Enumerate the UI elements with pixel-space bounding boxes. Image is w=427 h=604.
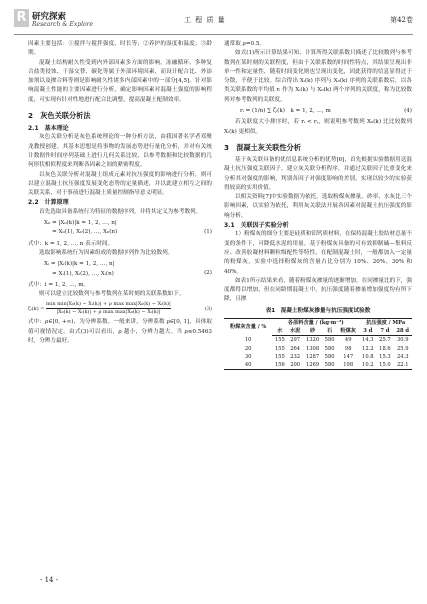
- paragraph: 1）粉煤灰的细分主要是硅质和铝钙质材料，在保持混凝土胶结材总量不变的条件下，可降低水泥的用量。基于粉煤灰具备的可有效抑制碱—集料反应、改善胶凝材料颗粒级配性等特性，在配制混凝土时，一般都加入一定量的粉煤灰，实验中选择粉煤灰的含量占比分别为 10%、20%、30% 和 40%。: [224, 231, 412, 275]
- equation-line: Xᵢ = |Xᵢ(k)|k = 1, 2, …, n|: [44, 261, 115, 268]
- table-cell: 200: [287, 361, 303, 370]
- table-cell: 12.2: [362, 345, 374, 352]
- table-cell: 49: [344, 337, 352, 344]
- table-header: 各原料含量 / (kg·m⁻³): [272, 319, 359, 328]
- section-title: 工 程 质 量: [184, 16, 226, 24]
- table-cell: 155: [274, 337, 285, 344]
- equation-numerator: min min|X₀(k) − Xᵢ(k)| + ρ max max|X₀(k) − Xᵢ(k)|: [46, 301, 171, 308]
- paragraph: 因素主要包括：①搅拌与搅拌强度、时长等；②养护的湿度和温度；③龄期。: [28, 41, 212, 57]
- paragraph: 首先选取具备系统行为特征的数据序列，并将其定义为参考数列。: [39, 208, 202, 215]
- table-cell: 30: [244, 353, 252, 360]
- volume-label: 第42卷: [390, 16, 413, 24]
- table-cell: 1287: [305, 353, 320, 360]
- equation-line: = X₀(1), X₀(2), …, X₀(n): [52, 229, 118, 236]
- table-cell: 10.2: [359, 361, 376, 370]
- paragraph: 通常取 ρ=0.5。: [224, 41, 266, 47]
- journal-name-en: Research & Explore: [32, 21, 94, 28]
- section-heading: 2 灰色关联分析法: [28, 111, 91, 121]
- paragraph: 则可以建立比较数列与参考数列在某时刻的关联系数如下。: [39, 291, 185, 298]
- section-heading: 3 混凝土灰关联性分析: [224, 142, 301, 152]
- subsection-heading: 2.2 计算原理: [28, 199, 69, 207]
- table-row: [224, 361, 412, 370]
- table-cell: 580: [324, 345, 335, 352]
- data-table: [224, 307, 412, 371]
- table-subheader: 28 d: [393, 327, 412, 336]
- table-cell: 20: [244, 345, 252, 352]
- table-subheader: 7 d: [376, 327, 393, 336]
- paragraph: 若关联度大小排序时，若 rᵢ < rⱼ，则说明参考数列 X₀(k) 比比较数列 Xᵢ(k) 更相似。: [224, 119, 412, 135]
- subsection-heading: 2.1 基本理论: [28, 125, 69, 133]
- table-cell: 155: [274, 353, 285, 360]
- paragraph: 以灰色关联分析对混凝土组成元素对抗压强度的影响进行分析，则可以建立混凝土抗压强度发展变化态势的定量描述，并以此建立相互之间的关联关系，对于事前进行混凝土质量控制指导意义明显。: [28, 171, 212, 197]
- table-cell: 30.9: [396, 337, 409, 344]
- equation-2: [28, 260, 212, 279]
- table-cell: 297: [290, 337, 301, 344]
- page-header: [14, 8, 413, 35]
- table-cell: 198: [337, 361, 359, 370]
- paragraph: 基于灰关联具备的优信息系统分析的优势[6]，首先根据实验数据用送混凝土抗压强度关联因子，建立灰关联分析程序，并通过关联因子比重变化来分析其对强度的影响，判别各因子对强度影响的差别，实现以较少的实验获得较高的实用价值。: [224, 156, 412, 191]
- table-cell: 1308: [305, 345, 320, 352]
- paragraph: 如式(1)所示计算结果可知，计算所得关联系数只描述了比较数列与参考数列在某时刻的关联程度，但由于关联系数的时间性特点，其结果呈现出非单一性和定量性，随着时间变化则也呈现出变化，因此获得的信息显得过于分散，不便于比较。综合得出 Xᵢ(k) 序列与 X₀(k) 序列的关联系数后，以各类关联系数的平均值 rᵢ 作为 Xᵢ(k) 与 X₀(k) 两个序列的关联度，称为比较数列对参考数列的关联度。: [224, 50, 412, 103]
- paragraph: 混凝土结构耐久性受到内外部因素多方面的影响。冻融循环、多种复合盐类侵蚀、干湿交替、碳化等属于外部环境因素，而设计配合比、外添加剂以及掺合料等则是影响耐久性诸多内部因素中的一部分[4,5]。针对影响混凝土性能的主要因素进行分析，确定影响因素对混凝土强度的影响程度，可实现有针对性地进行配合比调整，提高混凝土配制效率。: [28, 59, 212, 103]
- equation-denominator: |X₀(k) − Xᵢ(k)| + ρ max max|X₀(k) − Xᵢ(k)|: [56, 309, 161, 316]
- paragraph: 式中：k = 1, 2, …, n 表示时间。: [28, 240, 114, 247]
- table-cell: 15.0: [376, 361, 393, 370]
- table-header: 抗压强度 / MPa: [359, 319, 412, 328]
- table-cell: 14.3: [362, 337, 374, 344]
- paragraph: 式中：i = 1, 2, …, m。: [28, 281, 90, 288]
- table-row: [224, 345, 412, 353]
- table-subheader: 砂: [303, 327, 322, 336]
- table-cell: 580: [324, 337, 335, 344]
- table-header: 粉煤灰含量 / %: [224, 319, 272, 336]
- table-row: [224, 353, 412, 361]
- equation-3: [28, 301, 212, 316]
- table-subheader: 石: [322, 327, 337, 336]
- paragraph: 以相关资料[7]中实验数据为依托，选取粉煤灰掺量、砂率、水灰比三个影响因素，以实验为依托，利用灰关联法开展各因素对混凝土抗压强度的影响分析。: [224, 194, 412, 219]
- table-cell: 1269: [303, 361, 322, 370]
- left-column: [28, 40, 212, 346]
- paragraph: 选取影响系统行为因素组成的数据序列作为比较数列。: [39, 249, 174, 256]
- table-subheader: 水: [272, 327, 287, 336]
- table-cell: 22.1: [393, 361, 412, 370]
- table-cell: 147: [343, 353, 354, 360]
- table-cell: 18.6: [379, 345, 391, 352]
- table-cell: 580: [322, 361, 337, 370]
- equation-number: (2): [204, 270, 212, 277]
- table-row: [224, 336, 412, 345]
- equation-line: = Xᵢ(1), Xᵢ(2), …, Xᵢ(n): [52, 270, 114, 277]
- table-cell: 15.3: [379, 353, 391, 360]
- equation-fraction: [46, 301, 171, 316]
- table-body: [224, 336, 412, 370]
- equation-lhs: ζᵢ(k) =: [28, 306, 45, 313]
- table-subheader: 3 d: [359, 327, 376, 336]
- table-cell: 25.7: [379, 337, 391, 344]
- table-cell: 24.3: [396, 353, 409, 360]
- table-caption: 表1 混凝土粉煤灰掺量与抗压强度试验数: [265, 307, 371, 314]
- equation-number: (4): [404, 108, 412, 115]
- page-number: - 14 -: [40, 576, 59, 584]
- equation-line: X₀ = |X₀(k)|k = 1, 2, …, n|: [44, 220, 117, 227]
- table-cell: 10.8: [362, 353, 374, 360]
- equation-1: [28, 219, 212, 238]
- table-subheader: 粉煤灰: [337, 327, 359, 336]
- equation-number: (1): [204, 229, 212, 236]
- table-cell: 156: [272, 361, 287, 370]
- paragraph: 如表1所示结果来看，随着粉煤灰掺量的逐渐增加，在同掺量比的下，强度都得以增加，但在同龄期混凝土中，抗压强度随着掺量增加强度均有所下降，且掺: [224, 277, 412, 303]
- table-cell: 580: [324, 353, 335, 360]
- table-cell: 98: [344, 345, 352, 352]
- table-cell: 264: [290, 345, 301, 352]
- paragraph: 式中：ρ∈[0, +∞)，为分辨系数。一般来讲，分辨系数 ρ∈[0, 1]，具体取值可视情况定。由式(3)可以看出，ρ 越小，分辨力越大。当 ρ≤0.5463 时，分辨力最好，: [28, 319, 212, 345]
- paragraph: 灰色关联分析是灰色系统理论的一种分析方法，由我国著名学者邓聚龙教授创建。其基本思想是将事物的发展态势进行量化分析，并对有关统计数据作时间序列基础上进行几何关系比较，以参考数据和比较数据的几何形状相似程度来判断各因素之间的紧密程度。: [28, 134, 212, 169]
- right-column: [224, 40, 412, 370]
- table-cell: 40: [224, 361, 272, 370]
- table-cell: 25.9: [396, 345, 409, 352]
- subsection-heading: 3.1 关联因子实验分析: [224, 222, 289, 230]
- equation-number: (3): [204, 306, 212, 313]
- table-subheader: 水泥: [287, 327, 303, 336]
- table-cell: 155: [274, 345, 285, 352]
- table-cell: 232: [290, 353, 301, 360]
- table-cell: 10: [244, 337, 252, 344]
- equation-line: rᵢ = (1/n) ∑ ζᵢ(k) k = 1, 2, …, m: [240, 108, 331, 115]
- equation-4: [224, 107, 412, 116]
- journal-logo: R: [14, 9, 29, 27]
- journal-name-cn: 研究探索: [32, 12, 67, 22]
- table-cell: 1320: [305, 337, 320, 344]
